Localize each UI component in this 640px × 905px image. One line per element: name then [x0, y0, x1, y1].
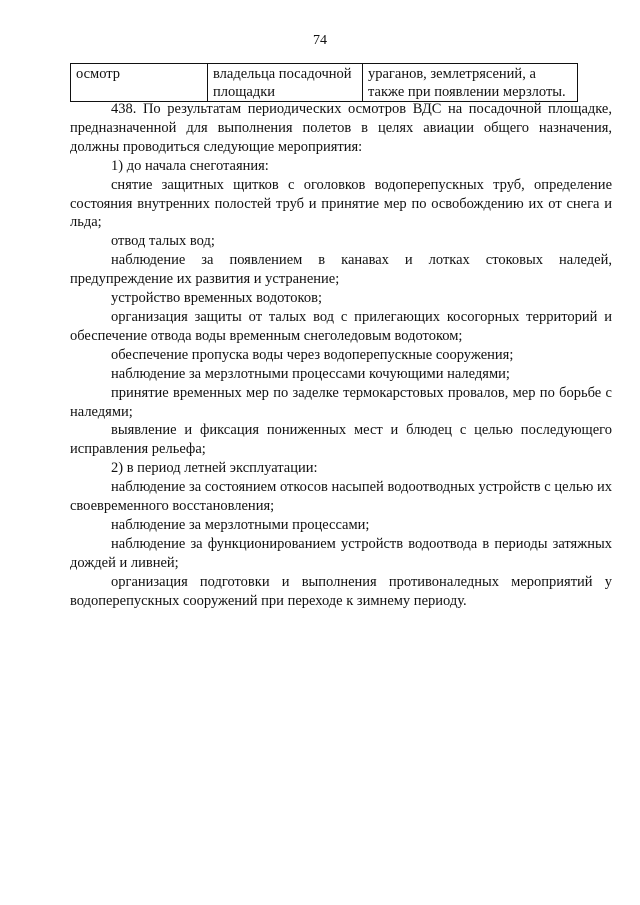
paragraph: 438. По результатам периодических осмотров ВДС на посадочной площадке, предназначенной для выполнения полетов в целях авиации общего назначения, должны проводиться следующие мероприятия:	[70, 101, 612, 155]
paragraph: снятие защитных щитков с оголовков водоперепускных труб, определение состояния внутренних полостей труб и принятие мер по освобождению их от снега и льда;	[70, 176, 612, 231]
paragraph: наблюдение за мерзлотными процессами;	[111, 516, 370, 533]
paragraph: принятие временных мер по заделке термокарстовых провалов, мер по борьбе с наледями;	[70, 384, 612, 420]
table-cell: осмотр	[71, 64, 208, 102]
document-body	[70, 100, 612, 610]
paragraph: организация подготовки и выполнения противоналедных мероприятий у водоперепускных сооружений при переходе к зимнему периоду.	[70, 573, 612, 609]
paragraph: отвод талых вод;	[111, 233, 215, 250]
continuation-table	[70, 63, 578, 102]
table-row	[71, 64, 578, 102]
paragraph: наблюдение за состоянием откосов насыпей водоотводных устройств с целью их своевременного восстановления;	[70, 479, 612, 515]
paragraph: организация защиты от талых вод с прилегающих косогорных территорий и обеспечение отвода воды временным снеголедовым водотоком;	[70, 308, 612, 344]
paragraph: наблюдение за функционированием устройств водоотвода в периоды затяжных дождей и ливней;	[70, 535, 612, 571]
paragraph: 1) до начала снеготаяния:	[111, 157, 269, 174]
paragraph: наблюдение за появлением в канавах и лотках стоковых наледей, предупреждение их развития и устранение;	[70, 252, 612, 288]
paragraph: наблюдение за мерзлотными процессами кочующими наледями;	[111, 365, 510, 382]
paragraph: устройство временных водотоков;	[111, 290, 322, 307]
page-number: 74	[313, 33, 327, 48]
table-cell: владельца посадочной площадки	[208, 64, 363, 102]
table-cell: ураганов, землетрясений, а также при появлении мерзлоты.	[363, 64, 578, 102]
paragraph: 2) в период летней эксплуатации:	[111, 460, 318, 477]
paragraph: выявление и фиксация пониженных мест и блюдец с целью последующего исправления рельефа;	[70, 422, 612, 458]
paragraph: обеспечение пропуска воды через водоперепускные сооружения;	[111, 346, 514, 363]
